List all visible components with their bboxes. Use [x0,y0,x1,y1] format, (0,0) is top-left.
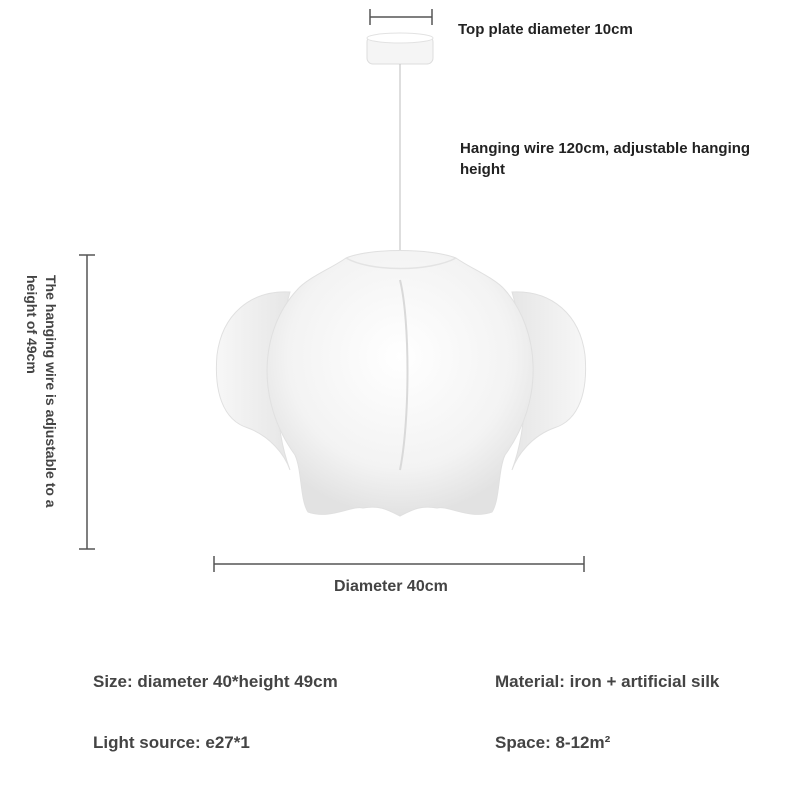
hanging-wire-label: Hanging wire 120cm, adjustable hanging height [460,140,751,178]
height-dimension-line [79,255,95,549]
lamp-shade [267,251,533,517]
diameter-label: Diameter 40cm [334,578,448,595]
diameter-dimension-line [214,556,584,572]
spec-material: Material: iron + artificial silk [495,672,720,691]
spec-space: Space: 8-12m² [495,733,611,752]
ceiling-plate [367,33,433,64]
spec-size: Size: diameter 40*height 49cm [93,672,338,691]
spec-light-source: Light source: e27*1 [93,733,250,752]
top-plate-dimension-line [370,9,432,25]
height-note-label: The hanging wire is adjustable to a height of 49cm [24,275,59,508]
top-plate-label: Top plate diameter 10cm [458,21,633,38]
